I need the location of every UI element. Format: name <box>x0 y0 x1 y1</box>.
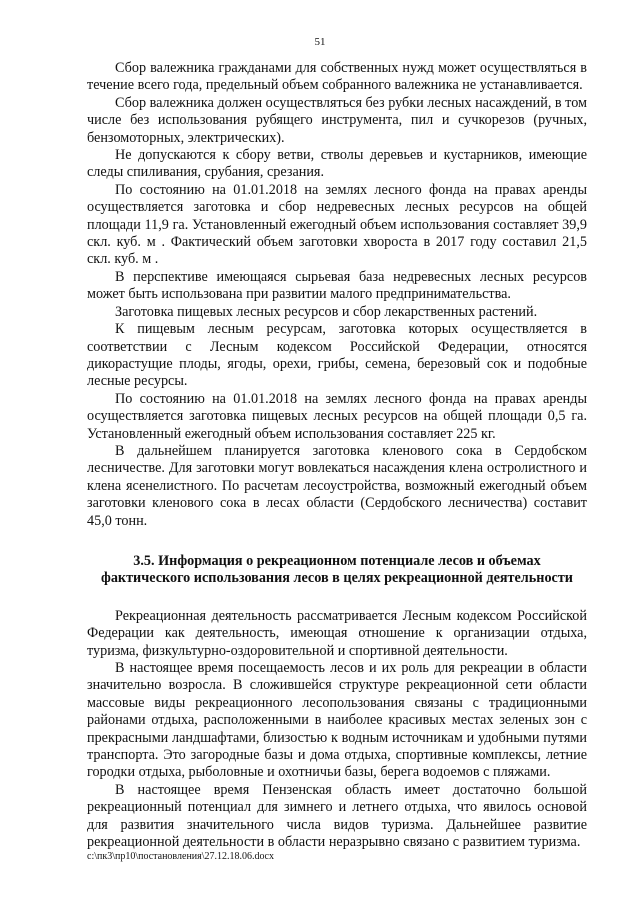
paragraph: В настоящее время Пензенская область имеет достаточно большой рекреационный потенциал для зимнего и летнего отдыха, что явилось основой для развития значительного числа видов туризма. Дальнейшее развитие рекреационной деятельности в области неразрывно связано с развитием туризма. <box>87 781 587 851</box>
paragraph: В перспективе имеющаяся сырьевая база недревесных лесных ресурсов может быть использована при развитии малого предпринимательства. <box>87 268 587 303</box>
page-number: 51 <box>314 36 326 48</box>
section-heading: 3.5. Информация о рекреационном потенциале лесов и объемах фактического использования лесов в целях рекреационной деятельности <box>101 552 573 587</box>
paragraph: В настоящее время посещаемость лесов и их роль для рекреации в области значительно возросла. В сложившейся структуре рекреационной сети области массовые виды рекреационного лесопользования связаны с традиционными районами отдыха, расположенными в наиболее красивых местах зеленых зон с прекрасными ландшафтами, близостью к водным источникам и удобными путями транспорта. Это загородные базы и дома отдыха, спортивные комплексы, летние городки отдыха, рыболовные и охотничьи базы, берега водоемов с пляжами. <box>87 660 587 781</box>
file-path-footer: c:\пк3\пр10\постановления\27.12.18.06.docx <box>87 851 274 862</box>
paragraph: По состоянию на 01.01.2018 на землях лесного фонда на правах аренды осуществляется заготовка пищевых лесных ресурсов на общей площади 0,5 га. Установленный ежегодный объем использования составляет 225 кг. <box>87 390 587 442</box>
paragraph: Не допускаются к сбору ветви, стволы деревьев и кустарников, имеющие следы спиливания, срубания, срезания. <box>87 147 587 181</box>
paragraph: По состоянию на 01.01.2018 на землях лесного фонда на правах аренды осуществляется заготовка и сбор недревесных лесных ресурсов на общей площади 11,9 га. Установленный ежегодный объем использования составляет 39,9 скл. куб. м . Фактический объем заготовки хвороста в 2017 году составил 21,5 скл. куб. м . <box>87 181 587 268</box>
paragraph: К пищевым лесным ресурсам, заготовка которых осуществляется в соответствии с Лесным кодексом Российской Федерации, относятся дикорастущие плоды, ягоды, орехи, грибы, семена, березовый сок и подобные лесные ресурсы. <box>87 321 587 390</box>
paragraph: Сбор валежника должен осуществляться без рубки лесных насаждений, в том числе без использования рубящего инструмента, пил и сучкорезов (ручных, бензомоторных, электрических). <box>87 94 587 146</box>
paragraph: Сбор валежника гражданами для собственных нужд может осуществляться в течение всего года, предельный объем собранного валежника не устанавливается. <box>87 60 587 94</box>
paragraph: В дальнейшем планируется заготовка кленового сока в Сердобском лесничестве. Для заготовки могут вовлекаться насаждения клена остролистного и клена ясенелистного. По расчетам лесоустройства, возможный ежегодный объем заготовки кленового сока в лесах области (Сердобского лесничества) составит 45,0 тонн. <box>87 442 587 529</box>
paragraph: Рекреационная деятельность рассматривается Лесным кодексом Российской Федерации как деятельность, имеющая отношение к организации отдыха, туризма, физкультурно-оздоровительной и спортивной деятельности. <box>87 607 587 659</box>
paragraph: Заготовка пищевых лесных ресурсов и сбор лекарственных растений. <box>115 303 538 320</box>
document-body <box>87 60 587 851</box>
